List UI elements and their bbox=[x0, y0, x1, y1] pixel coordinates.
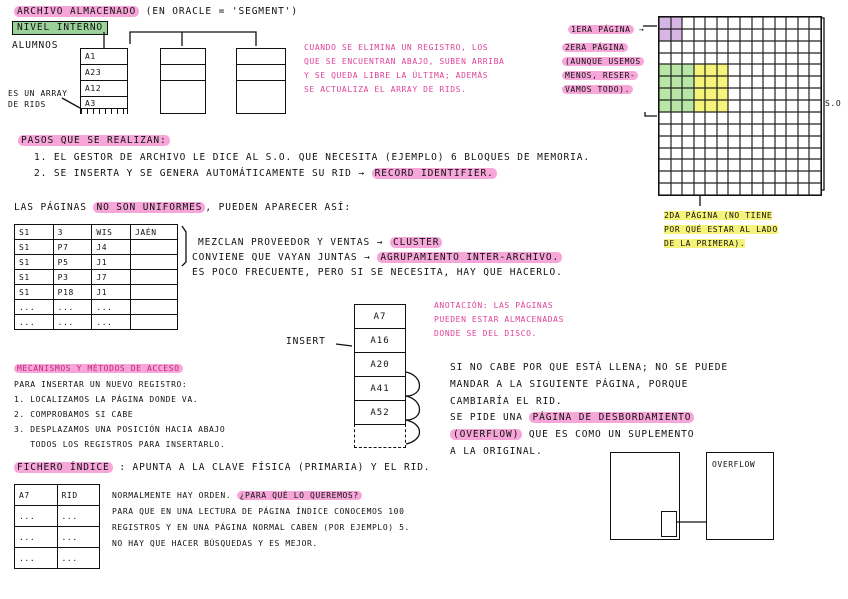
record-a23: A23 bbox=[85, 68, 102, 77]
table-cell: ... bbox=[57, 548, 100, 569]
delete-note-line: QUE SE ENCUENTRAN ABAJO, SUBEN ARRIBA bbox=[304, 57, 505, 66]
overflow-highlight: (OVERFLOW) bbox=[450, 429, 522, 440]
so-label: S.O bbox=[825, 99, 842, 108]
table-cell: ... bbox=[92, 300, 131, 315]
second-page-note-line: 2DA PÁGINA (NO TIENE bbox=[664, 211, 773, 220]
table-cell: ... bbox=[92, 315, 131, 330]
page-title: ARCHIVO ALMACENADO bbox=[14, 6, 139, 17]
index-desc: : APUNTA A LA CLAVE FÍSICA (PRIMARIA) Y EL RID. bbox=[119, 462, 431, 473]
table-cell: ... bbox=[15, 315, 54, 330]
methods-item: TODOS LOS REGISTROS PARA INSERTARLO. bbox=[14, 440, 226, 449]
agrupamiento-highlight: AGRUPAMIENTO INTER-ARCHIVO. bbox=[377, 252, 562, 263]
brace-line bbox=[182, 226, 186, 266]
second-page-line: MENOS, RESER- bbox=[562, 71, 638, 80]
second-page-line: (AUNQUE USEMOS bbox=[562, 57, 644, 66]
overflow-line: CAMBIARÍA EL RID. bbox=[450, 396, 563, 407]
record-a3: A3 bbox=[85, 99, 96, 108]
arrow-line bbox=[130, 32, 256, 46]
stack-record: A20 bbox=[354, 352, 406, 377]
methods-item: 1. LOCALIZAMOS LA PÁGINA DONDE VA. bbox=[14, 395, 199, 404]
overflow-line-5-text: QUE ES COMO UN SUPLEMENTO bbox=[528, 429, 695, 440]
table-cell: P18 bbox=[53, 285, 92, 300]
delete-note-line: SE ACTUALIZA EL ARRAY DE RIDS. bbox=[304, 85, 467, 94]
table-cell: S1 bbox=[15, 270, 54, 285]
table-cell: J4 bbox=[92, 240, 131, 255]
table-cell: J1 bbox=[92, 285, 131, 300]
index-question: ¿PARA QUÉ LO QUEREMOS? bbox=[237, 491, 362, 500]
table-cell: 3 bbox=[53, 225, 92, 240]
title-note: (EN ORACLE = 'SEGMENT') bbox=[145, 6, 299, 17]
table-cell: P7 bbox=[53, 240, 92, 255]
cluster-line-2-text: CONVIENE QUE VAYAN JUNTAS → bbox=[192, 252, 371, 263]
arrow-line bbox=[62, 98, 80, 108]
pages-prefix: LAS PÁGINAS bbox=[14, 202, 87, 213]
index-note: REGISTROS Y EN UNA PÁGINA NORMAL CABEN (POR EJEMPLO) 5. bbox=[112, 523, 410, 532]
second-page-line: 2ERA PÁGINA bbox=[562, 43, 628, 52]
stack-record: A41 bbox=[354, 376, 406, 401]
overflow-box-label: OVERFLOW bbox=[712, 460, 756, 469]
table-cell: ... bbox=[15, 300, 54, 315]
pages-highlight: NO SON UNIFORMES bbox=[93, 202, 205, 213]
level-badge: NIVEL INTERNO bbox=[12, 21, 108, 35]
index-label: FICHERO ÍNDICE bbox=[14, 462, 113, 473]
index-note: PARA QUE EN UNA LECTURA DE PÁGINA ÍNDICE CONOCEMOS 100 bbox=[112, 507, 405, 516]
table-cell: ... bbox=[53, 300, 92, 315]
table-cell: A7 bbox=[15, 485, 58, 506]
delete-note-line: Y SE QUEDA LIBRE LA ÚLTIMA; ADEMÁS bbox=[304, 71, 489, 80]
table-cell: S1 bbox=[15, 255, 54, 270]
overflow-page-highlight: PÁGINA DE DESBORDAMIENTO bbox=[529, 412, 694, 423]
record-a1: A1 bbox=[85, 52, 96, 61]
overflow-line: A LA ORIGINAL. bbox=[450, 446, 543, 457]
first-page-text: 1ERA PÁGINA bbox=[568, 25, 634, 34]
methods-item: 2. COMPROBAMOS SI CABE bbox=[14, 410, 134, 419]
arrow-line bbox=[406, 372, 420, 396]
methods-item: 3. DESPLAZAMOS UNA POSICIÓN HACIA ABAJO bbox=[14, 425, 226, 434]
stack-record: A16 bbox=[354, 328, 406, 353]
table-cell: WIS bbox=[92, 225, 131, 240]
methods-item: PARA INSERTAR UN NUEVO REGISTRO: bbox=[14, 380, 188, 389]
stack-record: A7 bbox=[354, 304, 406, 329]
table-cell: J1 bbox=[92, 255, 131, 270]
arrow-line bbox=[406, 420, 420, 444]
stack-record: A52 bbox=[354, 400, 406, 425]
overflow-line-4-text: SE PIDE UNA bbox=[450, 412, 523, 423]
table-cell: S1 bbox=[15, 225, 54, 240]
cluster-line-3: ES POCO FRECUENTE, PERO SI SE NECESITA, HAY QUE HACERLO. bbox=[192, 267, 563, 278]
arrow-line bbox=[406, 396, 420, 420]
alumnos-label: ALUMNOS bbox=[12, 40, 59, 51]
pages-suffix: , PUEDEN APARECER ASÍ: bbox=[205, 202, 352, 213]
second-page-note-line: POR QUÉ ESTAR AL LADO bbox=[664, 225, 778, 234]
table-cell: J7 bbox=[92, 270, 131, 285]
first-page-label: 1ERA PÁGINA → bbox=[568, 24, 644, 36]
record-identifier: RECORD IDENTIFIER. bbox=[372, 168, 497, 179]
index-note: NO HAY QUE HACER BÚSQUEDAS Y ES MEJOR. bbox=[112, 539, 318, 548]
insert-label: INSERT bbox=[286, 336, 326, 347]
brace-line bbox=[822, 18, 824, 190]
step-2-text: 2. SE INSERTA Y SE GENERA AUTOMÁTICAMENTE SU RID → bbox=[34, 168, 365, 179]
second-page-note-line: DE LA PRIMERA). bbox=[664, 239, 746, 248]
record-a12: A12 bbox=[85, 84, 102, 93]
steps-title-text: PASOS QUE SE REALIZAN: bbox=[18, 135, 170, 146]
second-page-line: VAMOS TODO). bbox=[562, 85, 633, 94]
arrow-line bbox=[645, 112, 657, 116]
table-cell: S1 bbox=[15, 285, 54, 300]
table-cell: ... bbox=[57, 527, 100, 548]
cluster-highlight: CLUSTER bbox=[390, 237, 442, 248]
table-cell: ... bbox=[15, 527, 58, 548]
overflow-line: MANDAR A LA SIGUIENTE PÁGINA, PORQUE bbox=[450, 379, 689, 390]
table-cell: RID bbox=[57, 485, 100, 506]
arrow-line bbox=[336, 344, 352, 346]
methods-title-text: MECANISMOS Y MÉTODOS DE ACCESO bbox=[14, 364, 183, 373]
index-note-1-text: NORMALMENTE HAY ORDEN. bbox=[112, 491, 232, 500]
annotation-line: ANOTACIÓN: LAS PÁGINAS bbox=[434, 301, 554, 310]
cluster-line-1-text: MEZCLAN PROVEEDOR Y VENTAS → bbox=[198, 237, 384, 248]
overflow-line: SI NO CABE POR QUE ESTÁ LLENA; NO SE PUEDE bbox=[450, 362, 729, 373]
rid-array-label: ES UN ARRAY DE RIDS bbox=[8, 89, 68, 109]
table-cell: ... bbox=[15, 548, 58, 569]
table-cell: JAÉN bbox=[131, 225, 178, 240]
annotation-line: DONDE SE DEL DISCO. bbox=[434, 329, 537, 338]
table-cell: ... bbox=[53, 315, 92, 330]
table-cell: P3 bbox=[53, 270, 92, 285]
delete-note-line: CUANDO SE ELIMINA UN REGISTRO, LOS bbox=[304, 43, 489, 52]
table-cell: S1 bbox=[15, 240, 54, 255]
table-cell: ... bbox=[57, 506, 100, 527]
table-cell: ... bbox=[15, 506, 58, 527]
annotation-line: PUEDEN ESTAR ALMACENADAS bbox=[434, 315, 564, 324]
table-cell: P5 bbox=[53, 255, 92, 270]
step-1: 1. EL GESTOR DE ARCHIVO LE DICE AL S.O. QUE NECESITA (EJEMPLO) 6 BLOQUES DE MEMORIA. bbox=[34, 152, 591, 163]
